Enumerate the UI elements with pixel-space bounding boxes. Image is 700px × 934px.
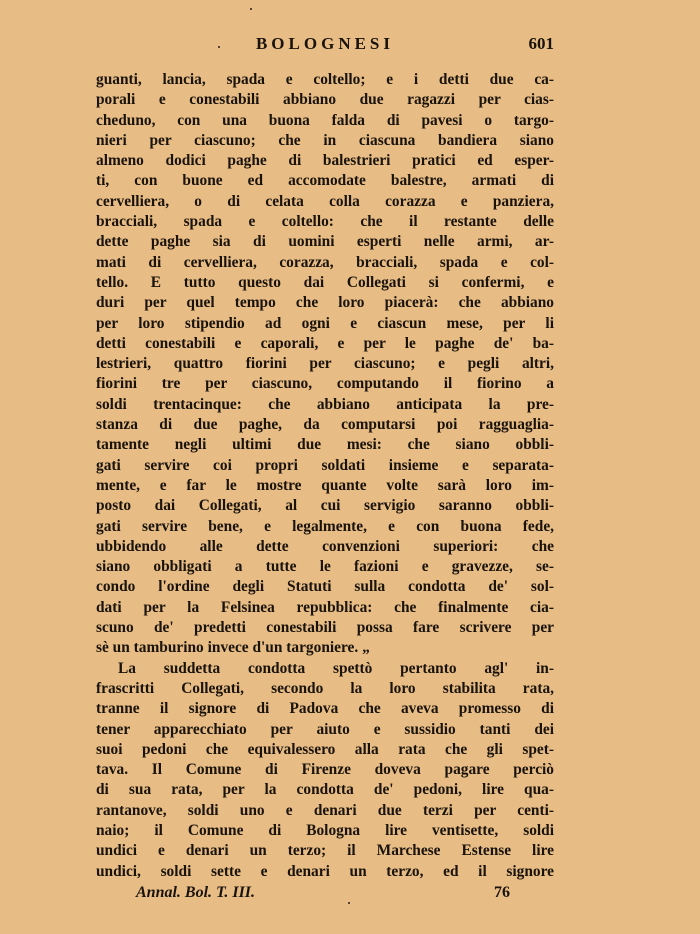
sheet-number: 76 [494, 884, 510, 901]
text-line: undici e denari un terzo; il Marchese Estense lire [96, 842, 554, 860]
text-line: tava. Il Comune di Firenze doveva pagare perciò [96, 761, 554, 779]
signature-mark: Annal. Bol. T. III. [136, 884, 256, 901]
text-line: tranne il signore di Padova che aveva promesso di [96, 700, 554, 718]
text-line: cheduno, con una buona falda di pavesi o targo- [96, 111, 554, 129]
text-line: tener apparecchiato per aiuto e sussidio tanti dei [96, 720, 554, 738]
text-line: frascritti Collegati, secondo la loro stabilita rata, [96, 679, 554, 697]
text-line: dati per la Felsinea repubblica: che finalmente cia- [96, 598, 554, 616]
text-line: gati servire coi propri soldati insieme e separata- [96, 456, 554, 474]
paper-speck [218, 46, 220, 48]
text-line: fiorini tre per ciascuno, computando il fiorino a [96, 375, 554, 393]
page-number: 601 [528, 34, 554, 53]
paper-speck [250, 8, 252, 10]
text-line: lestrieri, quattro fiorini per ciascuno; e pegli altri, [96, 355, 554, 373]
body-text [96, 70, 554, 882]
text-line: detti conestabili e caporali, e per le paghe de' ba- [96, 334, 554, 352]
text-line: cervelliera, o di celata colla corazza e panziera, [96, 192, 554, 210]
text-line: suoi pedoni che equivalessero alla rata che gli spet- [96, 740, 554, 758]
text-line: condo l'ordine degli Statuti sulla condotta de' sol- [96, 578, 554, 596]
page-header [96, 34, 554, 58]
text-line: tamente negli ultimi due mesi: che siano obbli- [96, 436, 554, 454]
text-line: almeno dodici paghe di balestrieri pratici ed esper- [96, 152, 554, 170]
text-line: rantanove, soldi uno e denari due terzi per centi- [96, 801, 554, 819]
text-line: bracciali, spada e coltello: che il restante delle [96, 213, 554, 231]
text-line: mati di cervelliera, corazza, bracciali, spada e col- [96, 253, 554, 271]
text-line: porali e conestabili abbiano due ragazzi per cias- [96, 91, 554, 109]
text-line: sè un tamburino invece d'un targoniere. „ [96, 639, 370, 657]
text-line: duri per quel tempo che loro piacerà: che abbiano [96, 294, 554, 312]
text-line: per loro stipendio ad ogni e ciascun mese, per li [96, 314, 554, 332]
text-line: siano obbligati a tutte le fazioni e gravezze, se- [96, 558, 554, 576]
text-line: ti, con buone ed accomodate balestre, armati di [96, 172, 554, 190]
text-line: La suddetta condotta spettò pertanto agl' in- [118, 659, 554, 677]
running-title: BOLOGNESI [255, 34, 395, 53]
text-line: nieri per ciascuno; che in ciascuna bandiera siano [96, 131, 554, 149]
text-line: posto dai Collegati, al cui servigio saranno obbli- [96, 497, 554, 515]
text-line: dette paghe sia di uomini esperti nelle armi, ar- [96, 233, 554, 251]
text-line: mente, e far le mostre quante volte sarà loro im- [96, 476, 554, 494]
paper-speck [348, 902, 350, 904]
text-line: soldi trentacinque: che abbiano anticipata la pre- [96, 395, 554, 413]
text-line: guanti, lancia, spada e coltello; e i detti due ca- [96, 71, 554, 88]
text-line: tello. E tutto questo dai Collegati si confermi, e [96, 273, 554, 291]
text-line: ubbidendo alle dette convenzioni superiori: che [96, 537, 554, 555]
text-line: naio; il Comune di Bologna lire ventisette, soldi [96, 821, 554, 839]
text-line: di sua rata, per la condotta de' pedoni, lire qua- [96, 781, 554, 799]
text-line: undici, soldi sette e denari un terzo, ed il signore [96, 862, 554, 880]
text-line: gati servire bene, e legalmente, e con buona fede, [96, 517, 554, 535]
text-line: stanza di due paghe, da computarsi poi ragguaglia- [96, 416, 554, 434]
text-line: scuno de' predetti conestabili possa fare scrivere per [96, 619, 554, 637]
page-footer [136, 884, 516, 908]
